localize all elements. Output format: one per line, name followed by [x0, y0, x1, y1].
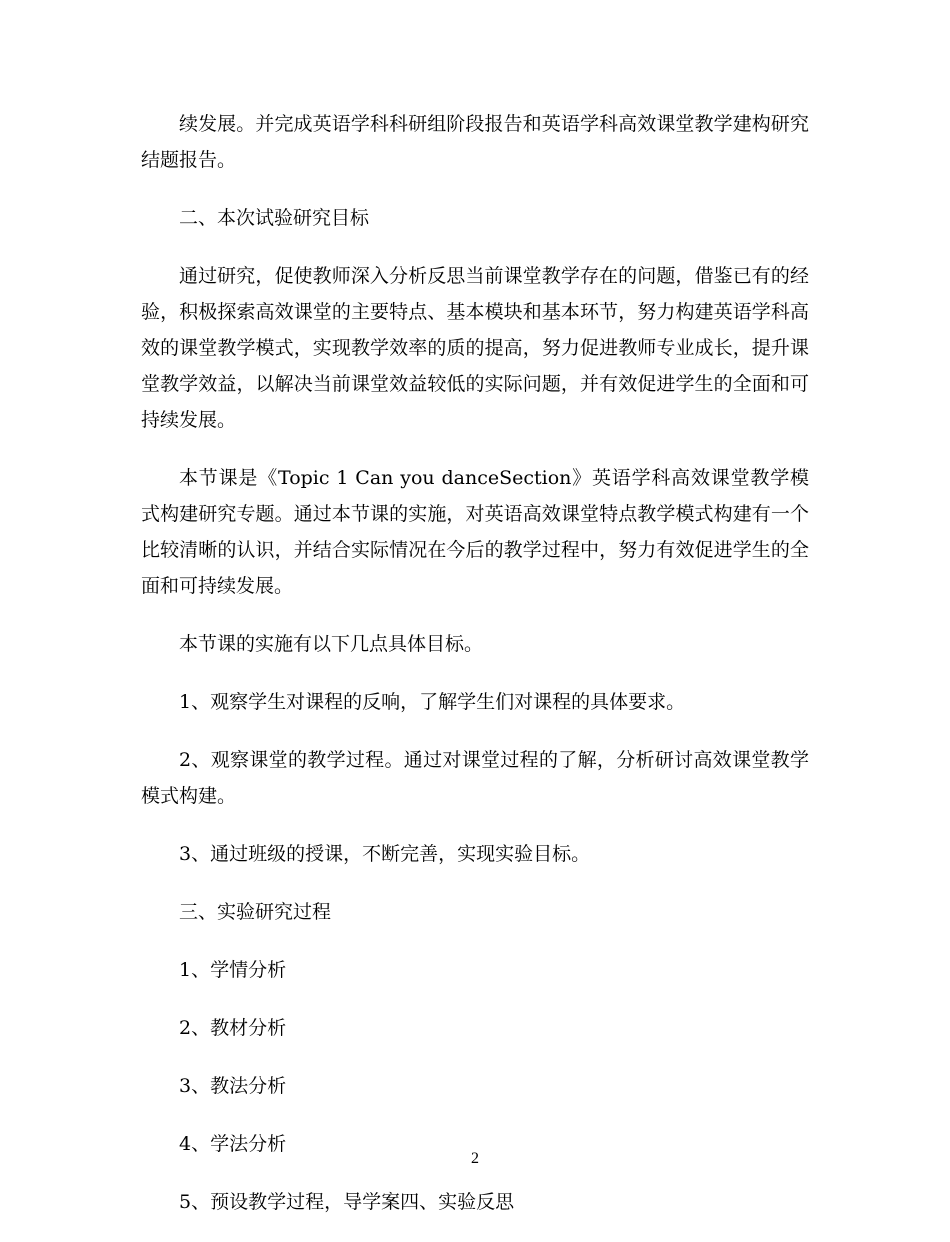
list-item-process-4: 4、学法分析 [179, 1133, 287, 1155]
paragraph-specific-goals-intro: 本节课的实施有以下几点具体目标。 [179, 633, 484, 655]
paragraph-research-goals: 通过研究，促使教师深入分析反思当前课堂教学存在的问题，借鉴已有的经验，积极探索高效课堂的主要特点、基本模块和基本环节，努力构建英语学科高效的课堂教学模式，实现教学效率的质的提高，努力促进教师专业成长，提升课堂教学效益，以解决当前课堂效益较低的实际问题，并有效促进学生的全面和可持续发展。 [141, 265, 809, 431]
page-number: 2 [471, 1150, 479, 1167]
section-heading-research-process: 三、实验研究过程 [179, 901, 332, 923]
document-body [141, 106, 809, 1242]
paragraph-lesson-topic: 本节课是《Topic 1 Can you danceSection》英语学科高效课堂教学模式构建研究专题。通过本节课的实施，对英语高效课堂特点教学模式构建有一个比较清晰的认识，并结合实际情况在今后的教学过程中，努力有效促进学生的全面和可持续发展。 [141, 467, 809, 597]
list-item-process-5: 5、预设教学过程，导学案四、实验反思 [179, 1191, 515, 1213]
list-item-process-2: 2、教材分析 [179, 1017, 287, 1039]
list-item-process-1: 1、学情分析 [179, 959, 287, 981]
list-item-process-3: 3、教法分析 [179, 1075, 287, 1097]
paragraph-continuation: 续发展。并完成英语学科科研组阶段报告和英语学科高效课堂教学建构研究结题报告。 [141, 113, 809, 171]
list-item-goal-1: 1、观察学生对课程的反响，了解学生们对课程的具体要求。 [179, 691, 686, 713]
list-item-goal-3: 3、通过班级的授课，不断完善，实现实验目标。 [179, 843, 591, 865]
list-item-goal-2: 2、观察课堂的教学过程。通过对课堂过程的了解，分析研讨高效课堂教学模式构建。 [141, 749, 809, 807]
section-heading-research-goals: 二、本次试验研究目标 [179, 207, 370, 229]
